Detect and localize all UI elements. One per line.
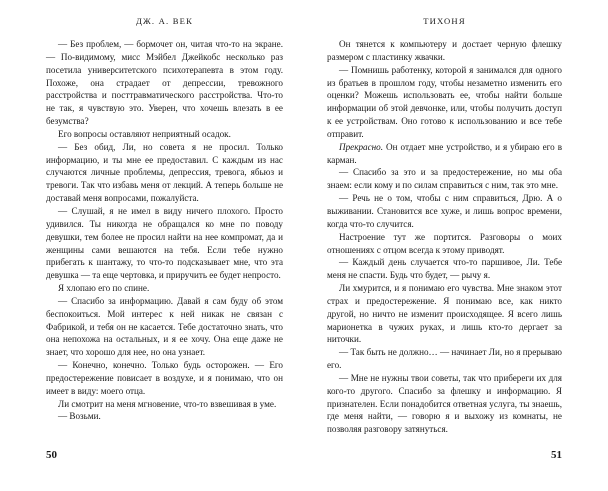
page-number: 50: [46, 449, 57, 461]
paragraph: — Спасибо за это и за предостережение, но мы оба знаем: если кому и по силам справиться с ним, так это мне.: [327, 167, 562, 191]
paragraph: Настроение тут же портится. Разговоры о моих отношениях с отцом всегда к этому приводят.: [327, 231, 562, 255]
right-page: [303, 0, 606, 491]
page-number: 51: [551, 449, 562, 461]
paragraph: — Без обид, Ли, но совета я не просил. Только информацию, и ты мне ее предоставил. С каждым из нас случаются личные проблемы, депрессия, тревога, ябьюз и тревоги. Так что избавь меня от лекций. А теперь больше не доставай меня вопросами, пожалуйста.: [46, 141, 283, 204]
paragraph: — Речь не о том, чтобы с ним справиться, Дрю. А о выживании. Становится все хуже, и лишь вопрос времени, когда что-то случится.: [327, 193, 562, 229]
paragraph: — Помнишь работенку, которой я занимался для одного из братьев в прошлом году, чтобы незаметно изменить его оценки? Можешь использовать ее, чтобы найти больше информации об этой девчонке, или, чтобы получить доступ к ее устройствам. Оно готово к использованию и все тебе отправит.: [327, 64, 562, 139]
left-page-text: [46, 38, 283, 423]
paragraph: — Спасибо за информацию. Давай я сам буду об этом беспокоиться. Мой интерес к ней никак не связан с Фабрикой, и тебя он не касается. Тебе достаточно знать, что она непохожа на остальных, и я ее хочу. Она еще даже не знает, что хорошо для нее, но она узнает.: [46, 295, 283, 358]
paragraph: Его вопросы оставляют неприятный осадок.: [58, 128, 231, 139]
paragraph: — Мне не нужны твои советы, так что прибереги их для кого-то другого. Спасибо за флешку и информацию. Я признателен. Если понадобится ответная услуга, ты знаешь, где меня найти, — говорю я и выхожу из комнаты, не позволяя разговору затянуться.: [327, 372, 562, 435]
paragraph: — Конечно, конечно. Только будь осторожен. — Его предостережение повисает в воздухе, и я понимаю, что он имеет в виду: моего отца.: [46, 360, 283, 396]
left-page: [0, 0, 303, 491]
paragraph: — Каждый день случается что-то паршивое, Ли. Тебе меня не спасти. Будь что будет, — рычу я.: [327, 257, 562, 281]
paragraph: Он тянется к компьютеру и достает черную флешку размером с пластинку жвачки.: [327, 39, 562, 62]
italic-emphasis: Прекрасно.: [339, 141, 384, 152]
paragraph: — Слушай, я не имел в виду ничего плохого. Просто удивился. Ты никогда не обращался ко мне по поводу девушки, тем более не просил найти на нее компромат, да и женщины сами вешаются на тебя. Если тебе нужно прибегать к шантажу, то что-то подсказывает мне, что эта девушка — та еще чертовка, и приручить ее будет непросто.: [46, 205, 283, 281]
paragraph: Я хлопаю его по спине.: [58, 283, 150, 294]
paragraph: Ли хмурится, и я понимаю его чувства. Мне знаком этот страх и предостережение. Я понимаю все, как никто другой, но ничто не изменит происходящее. Я всего лишь марионетка в чужих руках, и лишь кто-то дергает за ниточки.: [327, 283, 562, 345]
paragraph: Прекрасно. Он отдает мне устройство, и я убираю его в карман.: [327, 141, 562, 165]
running-head-title: ТИХОНЯ: [423, 16, 466, 26]
right-page-text: [327, 38, 562, 436]
paragraph: Ли смотрит на меня мгновение, что-то взвешивая в уме.: [58, 398, 277, 409]
running-head-author: ДЖ. А. ВЕК: [135, 16, 194, 26]
paragraph: — Без проблем, — бормочет он, читая что-то на экране. — По-видимому, мисс Мэйбел Джейкобс несколько раз посетила университетского психотерапевта в этом году. Похоже, она страдает от депрессии, тревожного расстройства и посттравматического расстройства. Что-то не так, я чувствую это. Уверен, что хочешь влезать в ее безумства?: [46, 39, 283, 127]
paragraph: — Возьми.: [58, 411, 101, 422]
paragraph: — Так быть не должно… — начинает Ли, но я прерываю его.: [327, 347, 562, 371]
